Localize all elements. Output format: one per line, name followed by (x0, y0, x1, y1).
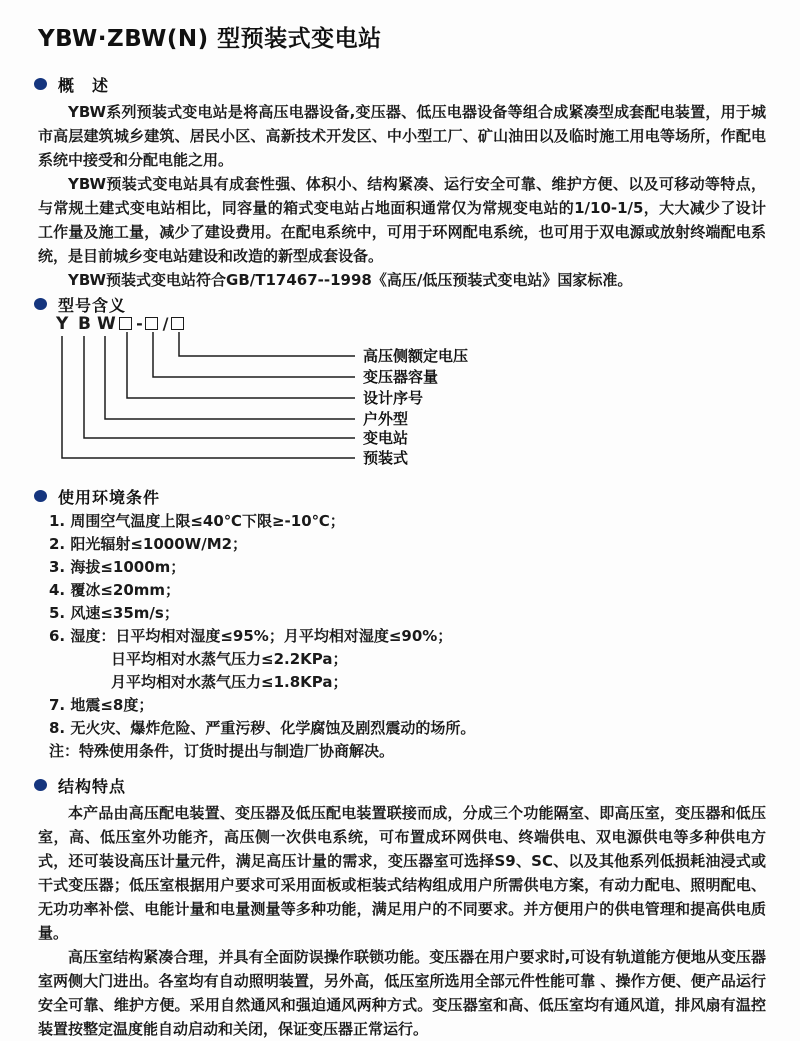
page-title: YBW·ZBW(N) 型预装式变电站 (38, 26, 382, 52)
env-item-ice-coating: 4. 覆冰≤20mm； (49, 581, 181, 599)
section-header-model (38, 294, 766, 314)
structure-paragraph-1: 本产品由高压配电装置、变压器及低压配电装置联接而成，分成三个功能隔室、即高压室，变压器和低压室，高、低压室外功能齐，高压侧一次供电系统，可布置成环网供电、终端供电、双电源供电等多种供电方式，还可装设高压计量元件，满足高压计量的需求，变压器室可选择S9、SC、以及其他系列低损耗油浸式或干式变压器；低压室根据用户要求可采用面板或柜装式结构组成用户所需供电方案，有动力配电、照明配电、无功功率补偿、电能计量和电量测量等多种功能，满足用户的不同要求。并方便用户的供电管理和提高供电质量。 (38, 804, 766, 942)
model-label-transformer-capacity: 变压器容量 (363, 368, 439, 386)
model-label-design-number: 设计序号 (363, 389, 424, 407)
overview-paragraph-1: YBW系列预装式变电站是将高压电器设备,变压器、低压电器设备等组合成紧凑型成套配电装置，用于城市高层建筑城乡建筑、居民小区、高新技术开发区、中小型工厂、矿山油田以及临时施工用电等场所，作配电系统中接受和分配电能之用。 (38, 103, 766, 169)
model-label-prefabricated: 预装式 (363, 449, 409, 467)
overview-paragraph-standard: YBW预装式变电站符合GB/T17467--1998《高压/低压预装式变电站》国家标准。 (68, 271, 633, 289)
env-item-monthly-vapor-pressure: 月平均相对水蒸气压力≤1.8KPa； (111, 673, 348, 691)
environment-condition-list (49, 510, 766, 763)
env-item-temperature: 1. 周围空气温度上限≤40℃下限≥-10℃； (49, 512, 345, 530)
model-label-substation: 变电站 (363, 429, 409, 447)
section-bullet-icon (34, 78, 47, 90)
env-item-wind-speed: 5. 风速≤35m/s； (49, 604, 179, 622)
section-bullet-icon (34, 779, 47, 791)
model-code-letter-w: W (97, 314, 116, 334)
env-item-earthquake: 7. 地震≤8度； (49, 696, 154, 714)
env-item-site-restrictions: 8. 无火灾、爆炸危险、严重污秽、化学腐蚀及剧烈震动的场所。 (49, 719, 476, 737)
model-code-slash: / (162, 314, 169, 333)
section-bullet-icon (34, 490, 47, 502)
env-item-solar-radiation: 2. 阳光辐射≤1000W/M2； (49, 535, 248, 553)
model-code-letter-y: Y (56, 314, 69, 334)
model-label-outdoor-type: 户外型 (363, 410, 409, 428)
env-item-humidity: 6. 湿度：日平均相对湿度≤95%；月平均相对湿度≤90%； (49, 627, 453, 645)
section-title-overview: 概 述 (58, 75, 110, 95)
model-label-rated-voltage: 高压侧额定电压 (363, 347, 469, 365)
section-title-structure: 结构特点 (58, 776, 127, 796)
structure-paragraph-2: 高压室结构紧凑合理，并具有全面防误操作联锁功能。变压器在用户要求时,可设有轨道能方便地从变压器室两侧大门进出。各室均有自动照明装置，另外高，低压室所选用全部元件性能可靠 、操作方便、便产品运行安全可靠、维护方便。采用自然通风和强迫通风两种方式。变压器室和高、低压室均有通风道，排风扇有温控装置按整定温度能自动启动和关闭，保证变压器正常运行。 (38, 948, 766, 1038)
model-code-diagram (38, 314, 766, 476)
section-header-structure (38, 775, 766, 795)
section-title-environment: 使用环境条件 (58, 487, 161, 507)
env-item-note: 注：特殊使用条件，订货时提出与制造厂协商解决。 (49, 742, 395, 760)
section-header-overview (38, 74, 766, 94)
model-code-letter-b: B (78, 314, 91, 334)
model-code-box-voltage (171, 317, 184, 330)
model-code-box-design (119, 317, 132, 330)
section-bullet-icon (34, 298, 47, 310)
env-item-altitude: 3. 海拔≤1000m； (49, 558, 186, 576)
section-title-model: 型号含义 (58, 295, 127, 315)
overview-paragraph-2: YBW预装式变电站具有成套性强、体积小、结构紧凑、运行安全可靠、维护方便、以及可移动等特点，与常规土建式变电站相比，同容量的箱式变电站占地面积通常仅为常规变电站的1/10-1/5，大大减少了设计工作量及施工量，减少了建设费用。在配电系统中，可用于环网配电系统，也可用于双电源或放射终端配电系统，是目前城乡变电站建设和改造的新型成套设备。 (38, 175, 766, 265)
section-header-environment (38, 486, 766, 506)
env-item-daily-vapor-pressure: 日平均相对水蒸气压力≤2.2KPa； (111, 650, 348, 668)
model-code-box-capacity (145, 317, 158, 330)
model-code-dash: - (136, 314, 143, 333)
